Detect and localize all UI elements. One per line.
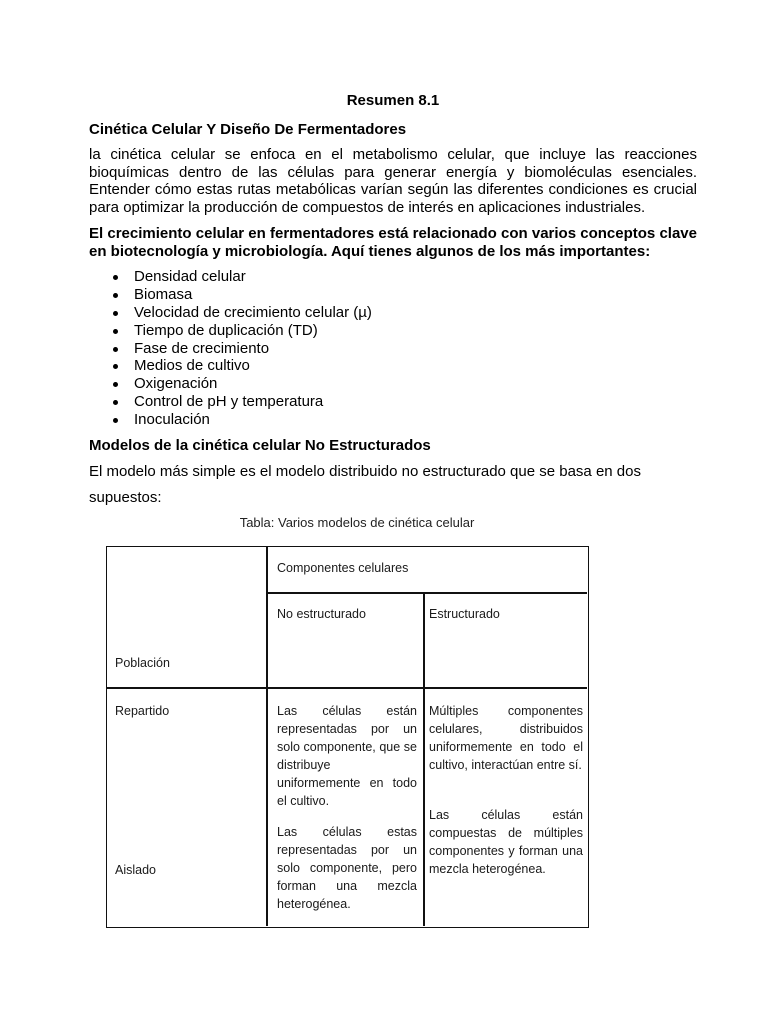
table-divider (266, 592, 587, 594)
list-item (89, 340, 372, 358)
row-label-aislado: Aislado (115, 863, 156, 877)
bullet-icon (113, 364, 118, 369)
bullet-icon (113, 329, 118, 334)
list-item (89, 286, 372, 304)
column-header-unstructured: No estructurado (277, 607, 366, 621)
list-item (89, 322, 372, 340)
cell-repartido-structured: Múltiples componentes celulares, distribuidos uniformemente en todo el cultivo, interactúan entre sí. (429, 704, 583, 772)
table-divider (423, 592, 425, 926)
header-group-label: Componentes celulares (277, 561, 409, 575)
table-divider (266, 547, 268, 926)
bullet-icon (113, 347, 118, 352)
section-heading-cinetica: Cinética Celular Y Diseño De Fermentadores (89, 121, 407, 138)
list-item-text: Fase de crecimiento (134, 339, 270, 357)
list-item-text: Oxigenación (134, 375, 218, 393)
section-heading-modelos: Modelos de la cinética celular No Estructurados (89, 437, 431, 454)
models-text-line-1: El modelo más simple es el modelo distribuido no estructurado que se basa en dos (89, 463, 641, 480)
intro-paragraph: la cinética celular se enfoca en el metabolismo celular, que incluye las reacciones bioquímicas dentro de las células para generar energía y biomoléculas esenciales. Entender cómo estas rutas metabólicas varían según las diferentes condiciones es crucial para optimizar la producción de compuestos de interés en aplicaciones industriales. (89, 146, 697, 216)
concepts-paragraph: El crecimiento celular en fermentadores está relacionado con varios conceptos clave en biotecnología y microbiología. Aquí tienes algunos de los más importantes: (89, 225, 697, 260)
list-item-text: Biomasa (134, 285, 193, 303)
list-item (89, 268, 372, 286)
document-title: Resumen 8.1 (346, 92, 440, 109)
list-item-text: Medios de cultivo (134, 357, 250, 375)
bullet-icon (113, 293, 118, 298)
bullet-icon (113, 382, 118, 387)
table-divider (107, 687, 587, 689)
cell-aislado-structured: Las células están compuestas de múltiples componentes y forman una mezcla heterogénea. (429, 808, 583, 876)
bullet-icon (113, 418, 118, 423)
row-label-repartido: Repartido (115, 704, 170, 718)
row-header-label: Población (115, 656, 170, 670)
list-item-text: Control de pH y temperatura (134, 393, 324, 411)
cell-aislado-unstructured: Las células estas representadas por un solo componente, pero forman una mezcla heterogénea. (277, 825, 417, 911)
cell-kinetics-table (106, 546, 589, 928)
list-item-text: Velocidad de crecimiento celular (µ) (134, 303, 372, 321)
list-item (89, 411, 372, 429)
column-header-structured: Estructurado (429, 607, 500, 621)
bullet-icon (113, 400, 118, 405)
models-text-line-2: supuestos: (89, 489, 162, 506)
list-item (89, 375, 372, 393)
bullet-icon (113, 275, 118, 280)
list-item (89, 357, 372, 375)
list-item (89, 393, 372, 411)
cell-repartido-unstructured: Las células están representadas por un solo componente, que se distribuye uniformemente en todo el cultivo. (277, 704, 417, 808)
concepts-bullet-list (89, 268, 372, 429)
list-item-text: Densidad celular (134, 268, 246, 285)
bullet-icon (113, 311, 118, 316)
list-item-text: Inoculación (134, 411, 210, 429)
list-item (89, 304, 372, 322)
list-item-text: Tiempo de duplicación (TD) (134, 321, 318, 339)
table-caption: Tabla: Varios modelos de cinética celular (239, 515, 475, 530)
